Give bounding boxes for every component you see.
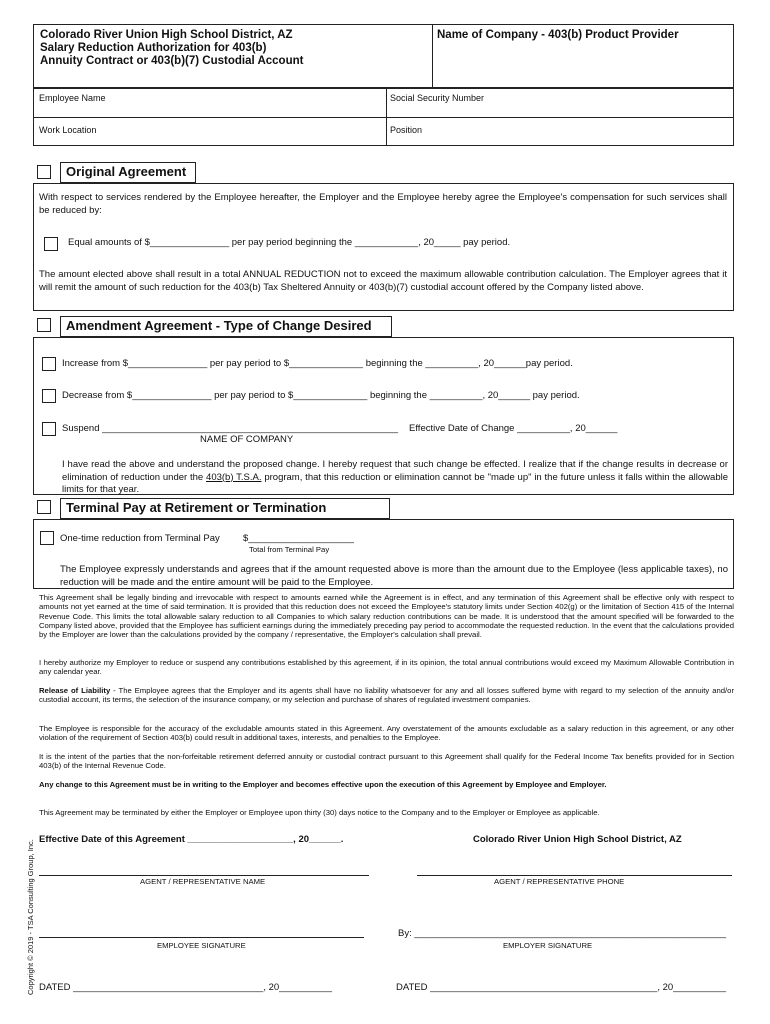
one-time-text: One-time reduction from Terminal Pay — [60, 533, 220, 544]
ssn-field[interactable]: Social Security Number — [390, 93, 485, 103]
terminal-pay-checkbox[interactable] — [37, 500, 51, 514]
read-text-part1: I have read the above and understand the proposed change. I hereby request that such change be effected. I realize that if the change results in decrease or elimination of reduction under the — [62, 459, 728, 483]
suspend-text: Suspend ________________________________________________________ — [62, 423, 399, 434]
effective-change-text: Effective Date of Change __________, 20______ — [409, 423, 618, 434]
read-understand-text — [62, 459, 728, 497]
suspend-checkbox[interactable] — [42, 422, 56, 436]
employee-signature-label: EMPLOYEE SIGNATURE — [157, 941, 246, 950]
agent-name-label: AGENT / REPRESENTATIVE NAME — [140, 877, 266, 886]
expressly-text: The Employee expressly understands and agrees that if the amount requested above is more than the amount due to the Employee (less applicable taxes), no reduction will be made and the entire amount will be paid to the Employee. — [60, 564, 728, 588]
equal-amounts-text: Equal amounts of $_______________ per pay period beginning the ____________, 20_____ pay period. — [68, 237, 511, 248]
effective-date-field[interactable]: Effective Date of this Agreement ____________________, 20______. — [39, 834, 344, 845]
header-divider — [432, 24, 433, 88]
employer-by-field[interactable]: By: ___________________________________________________________ — [398, 928, 727, 939]
agent-phone-label: AGENT / REPRESENTATIVE PHONE — [494, 877, 625, 886]
employer-signature-label: EMPLOYER SIGNATURE — [503, 941, 593, 950]
fields-divider-h — [33, 117, 734, 118]
employee-signature-line[interactable] — [39, 937, 364, 938]
release-liability-body: - The Employee agrees that the Employer and its agents shall have no liability whatsoever for any and all losses suffered byme with regard to my selection of the annuity and/or custodial account, its terms, the selection of the insurance company, or my selection and purchase of shares of regulated investment companies. — [39, 686, 735, 705]
total-terminal-label: Total from Terminal Pay — [249, 545, 330, 554]
terminal-dollar-field[interactable]: $____________________ — [243, 533, 354, 544]
increase-checkbox[interactable] — [42, 357, 56, 371]
dated-right-field[interactable]: DATED ___________________________________________, 20__________ — [396, 982, 726, 993]
original-intro: With respect to services rendered by the Employee hereafter, the Employer and the Employee hereby agree the Employee's compensation for such services shall be reduced by: — [39, 192, 727, 216]
agent-name-line[interactable] — [39, 875, 369, 876]
terminal-pay-title: Terminal Pay at Retirement or Termination — [60, 498, 390, 519]
dated-left-field[interactable]: DATED ____________________________________, 20__________ — [39, 982, 333, 993]
amendment-title: Amendment Agreement - Type of Change Desired — [60, 316, 392, 337]
decrease-text: Decrease from $_______________ per pay period to $______________ beginning the __________, 20______ pay period. — [62, 390, 580, 401]
intent-paragraph: It is the intent of the parties that the non-forfeitable retirement deferred annuity or custodial contract pursuant to this Agreement shall qualify for the Federal Income Tax benefits provided for in Section 403(b) of the Internal Revenue Code. — [39, 752, 734, 771]
release-liability-heading: Release of Liability — [39, 686, 111, 695]
name-of-company-label: NAME OF COMPANY — [200, 434, 294, 445]
district-title-1: Colorado River Union High School District, AZ — [40, 29, 293, 41]
original-agreement-title: Original Agreement — [60, 162, 196, 183]
district-title-3: Annuity Contract or 403(b)(7) Custodial Account — [40, 55, 304, 67]
company-name-label: Name of Company - 403(b) Product Provider — [437, 29, 679, 41]
fields-divider-v — [386, 88, 387, 146]
read-text-part2: program, that this reduction or elimination cannot be "made up" in the future unless it falls within the allowable limits for that year. — [62, 471, 729, 495]
work-location-field[interactable]: Work Location — [39, 125, 97, 135]
tsa-link[interactable]: 403(b) T.S.A. — [206, 471, 262, 483]
increase-text: Increase from $_______________ per pay period to $______________ beginning the __________, 20______pay period. — [62, 358, 573, 369]
district-signature-name: Colorado River Union High School District, AZ — [473, 834, 682, 845]
agent-phone-line[interactable] — [417, 875, 732, 876]
termination-paragraph: This Agreement may be terminated by either the Employer or Employee upon thirty (30) days notice to the Company and to the Employer or Employee as applicable. — [39, 808, 600, 817]
equal-amounts-checkbox[interactable] — [44, 237, 58, 251]
position-field[interactable]: Position — [390, 125, 423, 135]
district-title-2: Salary Reduction Authorization for 403(b) — [40, 42, 267, 54]
amendment-checkbox[interactable] — [37, 318, 51, 332]
one-time-checkbox[interactable] — [40, 531, 54, 545]
accuracy-paragraph: The Employee is responsible for the accuracy of the excludable amounts stated in this Agreement. Any overstatement of the amounts excludable as a salary reduction in this agreement, or any other violation of the requirement of Section 403(b) could result in additional taxes, interests, and penalties to the Employee. — [39, 724, 734, 743]
original-agreement-checkbox[interactable] — [37, 165, 51, 179]
authorize-paragraph: I hereby authorize my Employer to reduce or suspend any contributions established by this agreement, if in its opinion, the total annual contributions would exceed my Maximum Allowable Contribution in any calendar year. — [39, 658, 734, 677]
release-liability-paragraph — [39, 686, 734, 705]
copyright-text: Copyright © 2019 - TSA Consulting Group, Inc. — [26, 839, 35, 995]
decrease-checkbox[interactable] — [42, 389, 56, 403]
annual-reduction-text: The amount elected above shall result in a total ANNUAL REDUCTION not to exceed the maximum allowable contribution calculation. The Employer agrees that it will remit the amount of such reduction for the 403(b) Tax Sheltered Annuity or 403(b)(7) custodial account offered by the Company listed above. — [39, 269, 727, 294]
legal-binding-paragraph: This Agreement shall be legally binding and irrevocable with respect to amounts earned while the Agreement is in effect, and any termination of this Agreement shall be effective only with respect to amounts not yet earned at the time of said termination. It is provided that this reduction does not exceed the Employee's statutory limits under Section 402(g) or the limitation of Section 415 of the Internal Revenue Code. This limits the total allowable salary reduction to all Companies to which salary reduction contributions can be made. It is understood that the amount specified will be forwarded to the Company listed above, provided that the Employee has sufficient earnings during the immediately preceding pay period to accommodate the requested reduction. In the event that the calculations provided by the Employer are lower than the calculations provided by the company / representative, the Employer's calculation shall prevail. — [39, 593, 734, 640]
change-writing-paragraph: Any change to this Agreement must be in writing to the Employer and becomes effective upon the execution of this Agreement by Employee and Employer. — [39, 780, 607, 789]
employee-name-field[interactable]: Employee Name — [39, 93, 106, 103]
